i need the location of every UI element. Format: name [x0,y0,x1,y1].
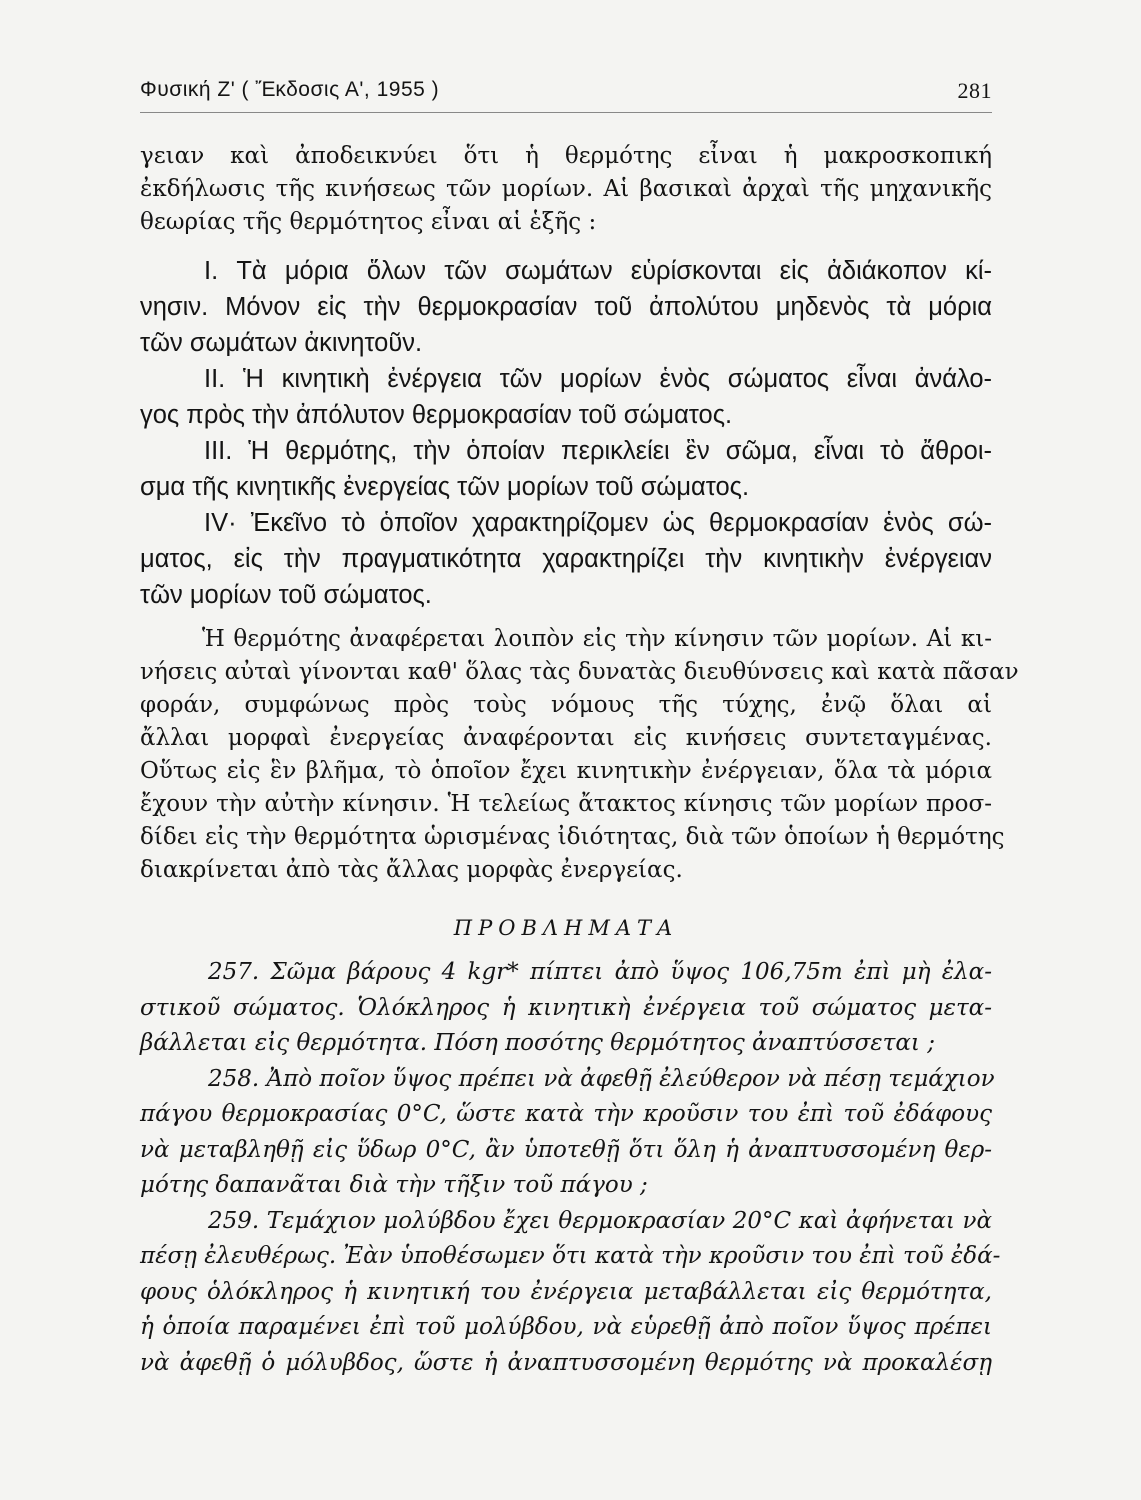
text-line: ἄλλαι μορφαὶ ἐνεργείας ἀναφέρονται εἰς κινήσεις συντεταγμένας. [140,725,992,751]
principles-list [140,253,992,613]
problem-258-line: πάγου θερμοκρασίας 0°C, ὥστε κατὰ τὴν κροῦσιν του ἐπὶ τοῦ ἐδάφους [140,1101,992,1127]
principle-4-line: IV· Ἐκεῖνο τὸ ὁποῖον χαρακτηρίζομεν ὡς θερμοκρασίαν ἑνὸς σώ- [204,509,992,537]
problem-259-line: πέσῃ ἐλευθέρως. Ἐὰν ὑποθέσωμεν ὅτι κατὰ τὴν κροῦσιν του ἐπὶ τοῦ ἐδά- [140,1243,1001,1269]
problem-258-line: νὰ μεταβληθῇ εἰς ὕδωρ 0°C, ἂν ὑποτεθῇ ὅτι ὅλη ἡ ἀναπτυσσομένη θερ- [140,1136,992,1163]
text-line: Οὕτως εἰς ἓν βλῆμα, τὸ ὁποῖον ἔχει κινητικὴν ἐνέργειαν, ὅλα τὰ μόρια [140,758,992,784]
principle-2-line: γος πρὸς τὴν ἀπόλυτον θερμοκρασίαν τοῦ σώματος. [140,401,733,429]
text-line: γειαν καὶ ἀποδεικνύει ὅτι ἡ θερμότης εἶναι ἡ μακροσκοπική [140,143,992,169]
text-line: Ἡ θερμότης ἀναφέρεται λοιπὸν εἰς τὴν κίνησιν τῶν μορίων. Αἱ κι- [202,626,992,652]
text-line: ἔχουν τὴν αὐτὴν κίνησιν. Ἡ τελείως ἄτακτος κίνησις τῶν μορίων προσ- [140,791,992,817]
principle-1-line: νησιν. Μόνον εἰς τὴν θερμοκρασίαν τοῦ ἀπολύτου μηδενὸς τὰ μόρια [140,293,992,321]
text-line: ἐκδήλωσις τῆς κινήσεως τῶν μορίων. Αἱ βασικαὶ ἀρχαὶ τῆς μηχανικῆς [140,176,992,202]
running-title: Φυσική Ζ' ( Ἔκδοσις Α', 1955 ) [140,78,440,101]
principle-2-line: II. Ἡ κινητικὴ ἐνέργεια τῶν μορίων ἑνὸς σώματος εἶναι ἀνάλο- [204,365,992,393]
problem-259-line: 259. Τεμάχιον μολύβδου ἔχει θερμοκρασίαν 20°C καὶ ἀφήνεται νὰ [208,1207,992,1234]
principle-3-line: σμα τῆς κινητικῆς ἐνεργείας τῶν μορίων τοῦ σώματος. [140,473,750,501]
header-rule [140,112,992,113]
problem-257-line: βάλλεται εἰς θερμότητα. Πόση ποσότης θερμότητος ἀναπτύσσεται ; [140,1030,935,1056]
problem-258-line: 258. Ἀπὸ ποῖον ὕψος πρέπει νὰ ἀφεθῇ ἐλεύθερον νὰ πέσῃ τεμάχιον [208,1065,995,1092]
text-line: διακρίνεται ἀπὸ τὰς ἄλλας μορφὰς ἐνεργείας. [140,857,683,883]
principle-3-line: III. Ἡ θερμότης, τὴν ὁποίαν περικλείει ἓν σῶμα, εἶναι τὸ ἄθροι- [204,437,992,465]
principle-4-line: ματος, εἰς τὴν πραγματικότητα χαρακτηρίζει τὴν κινητικὴν ἐνέργειαν [140,545,992,573]
text-line: νήσεις αὐταὶ γίνονται καθ' ὅλας τὰς δυνατὰς διευθύνσεις καὶ κατὰ πᾶσαν [140,659,1019,685]
problem-257-line: 257. Σῶμα βάρους 4 kgr* πίπτει ἀπὸ ὕψος 106,75m ἐπὶ μὴ ἐλα- [208,959,992,985]
page-header [140,78,992,118]
problem-259-line: ἡ ὁποία παραμένει ἐπὶ τοῦ μολύβδου, νὰ εὑρεθῇ ἀπὸ ποῖον ὕψος πρέπει [140,1314,992,1340]
intro-paragraph [140,140,992,239]
problem-258-line: μότης δαπανᾶται διὰ τὴν τῆξιν τοῦ πάγου ; [140,1172,648,1198]
problems-list [140,955,1001,1381]
principle-1-line: τῶν σωμάτων ἀκινητοῦν. [140,329,423,357]
heat-paragraph [140,623,1019,887]
text-line: φοράν, συμφώνως πρὸς τοὺς νόμους τῆς τύχης, ἐνῷ ὅλαι αἱ [140,692,992,718]
page-number: 281 [957,78,992,103]
principle-4-line: τῶν μορίων τοῦ σώματος. [140,581,432,609]
problem-257-line: στικοῦ σώματος. Ὁλόκληρος ἡ κινητικὴ ἐνέργεια τοῦ σώματος μετα- [140,994,992,1021]
text-line: δίδει εἰς τὴν θερμότητα ὡρισμένας ἰδιότητας, διὰ τῶν ὁποίων ἡ θερμότης [140,824,1005,850]
problem-259-line: φους ὁλόκληρος ἡ κινητική του ἐνέργεια μεταβάλλεται εἰς θερμότητα, [140,1278,992,1305]
principle-1-line: I. Τὰ μόρια ὅλων τῶν σωμάτων εὑρίσκονται εἰς ἀδιάκοπον κί- [204,257,992,285]
page-body [140,140,1019,1381]
problem-259-line: νὰ ἀφεθῇ ὁ μόλυβδος, ὥστε ἡ ἀναπτυσσομένη θερμότης νὰ προκαλέσῃ [140,1349,992,1376]
text-line: θεωρίας τῆς θερμότητος εἶναι αἱ ἑξῆς : [140,209,597,235]
problems-heading: ΠΡΟΒΛΗΜΑΤΑ [453,916,679,940]
